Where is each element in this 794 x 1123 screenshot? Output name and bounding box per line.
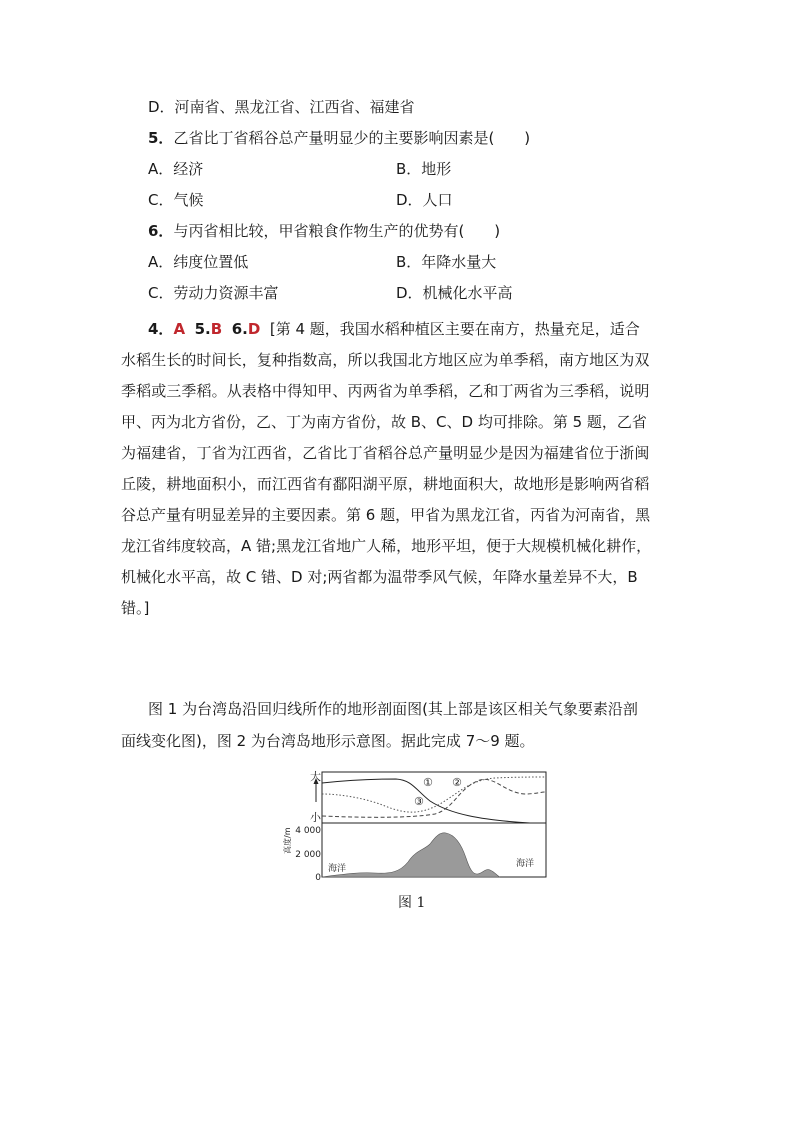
ocean-left-label: 海洋 xyxy=(328,864,347,874)
question-6-number: 6． xyxy=(148,222,174,240)
answer-6-value: D xyxy=(247,320,261,338)
question-5-text: 乙省比丁省稻谷总产量明显少的主要影响因素是( ) xyxy=(173,129,531,147)
question-5-stem xyxy=(148,128,530,148)
intro-line-2: 面线变化图)，图 2 为台湾岛地形示意图。据此完成 7～9 题。 xyxy=(121,732,535,750)
answer-5-key: 5. xyxy=(194,320,211,338)
y-tick-label: 4 000 xyxy=(295,826,321,836)
q5-option-a: A．经济 xyxy=(148,160,204,178)
y-tick-label: 2 000 xyxy=(295,850,321,860)
figure-intro xyxy=(121,693,678,757)
q5-option-d: D．人口 xyxy=(396,191,453,209)
explanation-line: 谷总产量有明显差异的主要因素。第 6 题，甲省为黑龙江省，丙省为河南省，黑 xyxy=(121,506,651,524)
curve-1-label: ① xyxy=(423,776,433,789)
explanation-line: 季稻或三季稻。从表格中得知甲、丙两省为单季稻，乙和丁两省为三季稻，说明 xyxy=(121,382,650,400)
y-tick-label: 0 xyxy=(315,873,321,883)
q6-option-b: B．年降水量大 xyxy=(396,253,497,271)
answer-5-value: B xyxy=(210,320,223,338)
explanation-line: 甲、丙为北方省份，乙、丁为南方省份，故 B、C、D 均可排除。第 5 题，乙省 xyxy=(121,413,647,431)
answer-6-key: 6. xyxy=(231,320,248,338)
explanation-line: 水稻生长的时间长，复种指数高，所以我国北方地区应为单季稻，南方地区为双 xyxy=(121,351,650,369)
explanation-line: 龙江省纬度较高，A 错;黑龙江省地广人稀，地形平坦，便于大规模机械化耕作， xyxy=(121,537,652,555)
question-6-stem xyxy=(148,221,500,241)
explanation-line: 错。] xyxy=(121,599,150,617)
q5-option-c: C．气候 xyxy=(148,191,204,209)
explanation-line: 机械化水平高，故 C 错、D 对;两省都为温带季风气候，年降水量差异不大，B xyxy=(121,568,638,586)
ocean-right-label: 海洋 xyxy=(516,859,535,869)
explanation-line: 丘陵，耕地面积小，而江西省有鄱阳湖平原，耕地面积大，故地形是影响两省稻 xyxy=(121,475,650,493)
q6-option-d: D．机械化水平高 xyxy=(396,284,513,302)
q6-option-c: C．劳动力资源丰富 xyxy=(148,284,279,302)
answer-line-1 xyxy=(148,314,678,345)
curve-3 xyxy=(322,777,546,812)
q5-option-b: B．地形 xyxy=(396,160,452,178)
q4-option-d: D．河南省、黑龙江省、江西省、福建省 xyxy=(148,98,415,116)
axis-label-small: 小 xyxy=(310,811,321,824)
terrain-profile-figure xyxy=(283,768,550,883)
answer-explanation xyxy=(121,314,678,624)
answer-4-value: A xyxy=(173,320,186,338)
curve-3-label: ③ xyxy=(414,795,424,808)
curve-2 xyxy=(322,779,546,817)
y-axis-label: 高度/m xyxy=(283,827,292,854)
q6-option-a: A．纬度位置低 xyxy=(148,253,249,271)
axis-label-big: 大 xyxy=(310,770,321,783)
weather-panel-frame xyxy=(322,772,546,823)
intro-line-1: 图 1 为台湾岛沿回归线所作的地形剖面图(其上部是该区相关气象要素沿剖 xyxy=(148,700,638,718)
explanation-line: 为福建省，丁省为江西省，乙省比丁省稻谷总产量明显少是因为福建省位于浙闽 xyxy=(121,444,650,462)
question-6-text: 与丙省相比较，甲省粮食作物生产的优势有( ) xyxy=(173,222,501,240)
explanation-line: [第 4 题，我国水稻种植区主要在南方，热量充足，适合 xyxy=(269,320,640,338)
question-5-number: 5． xyxy=(148,129,174,147)
terrain-profile xyxy=(322,833,500,877)
answer-4-key: 4． xyxy=(148,320,174,338)
curve-2-label: ② xyxy=(452,776,462,789)
figure-caption: 图 1 xyxy=(398,895,426,911)
